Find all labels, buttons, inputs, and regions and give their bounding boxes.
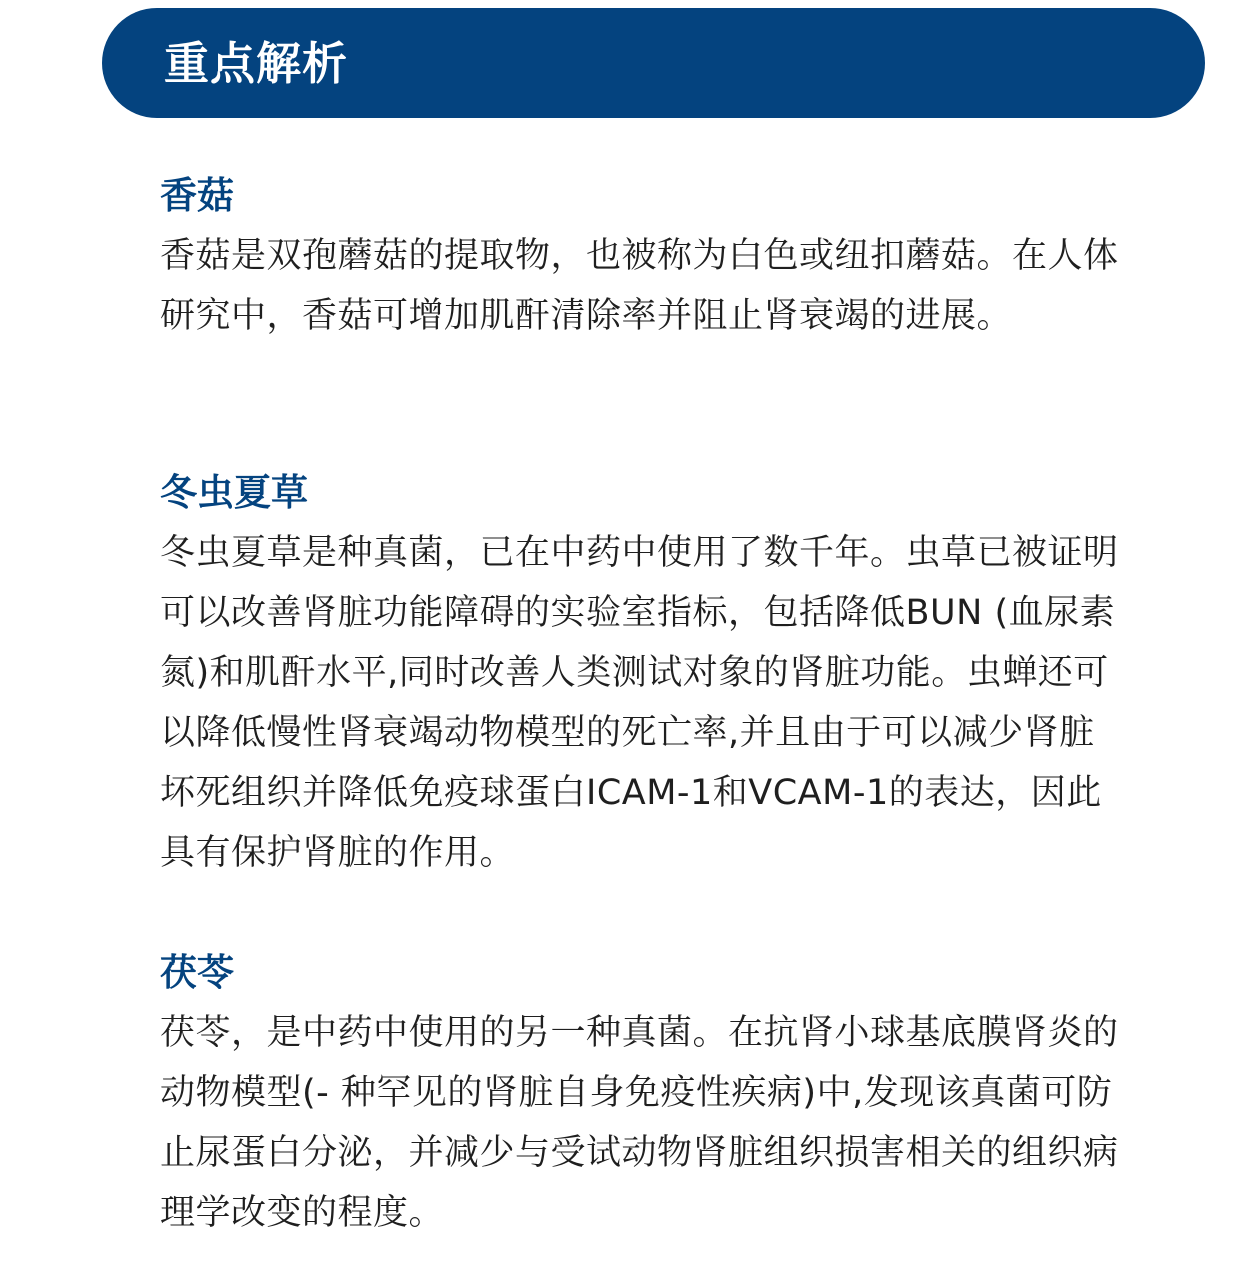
- section-title: 茯苓: [160, 951, 234, 994]
- section-cordyceps: [160, 463, 1125, 883]
- section-title: 冬虫夏草: [160, 471, 308, 514]
- section-body: 香菇是双孢蘑菇的提取物，也被称为白色或纽扣蘑菇。在人体研究中，香菇可增加肌酐清除率并阻止肾衰竭的进展。: [160, 236, 1119, 336]
- section-body: 茯苓，是中药中使用的另一种真菌。在抗肾小球基底膜肾炎的动物模型(- 种罕见的肾脏自身免疫性疾病)中,发现该真菌可防止尿蛋白分泌，并减少与受试动物肾脏组织损害相关的组织病理学改变的程度。: [160, 1013, 1119, 1233]
- section-header-bar: [102, 8, 1205, 118]
- section-poria: [160, 943, 1125, 1243]
- section-shiitake: [160, 166, 1125, 346]
- page-title: 重点解析: [164, 37, 349, 90]
- section-body: 冬虫夏草是种真菌，已在中药中使用了数千年。虫草已被证明可以改善肾脏功能障碍的实验室指标，包括降低BUN (血尿素氮)和肌酐水平,同时改善人类测试对象的肾脏功能。虫蝉还可以降低慢性肾衰竭动物模型的死亡率,并且由于可以减少肾脏坏死组织并降低免疫球蛋白ICAM-1和VCAM-1的表达，因此具有保护肾脏的作用。: [160, 533, 1119, 873]
- section-title: 香菇: [160, 174, 234, 217]
